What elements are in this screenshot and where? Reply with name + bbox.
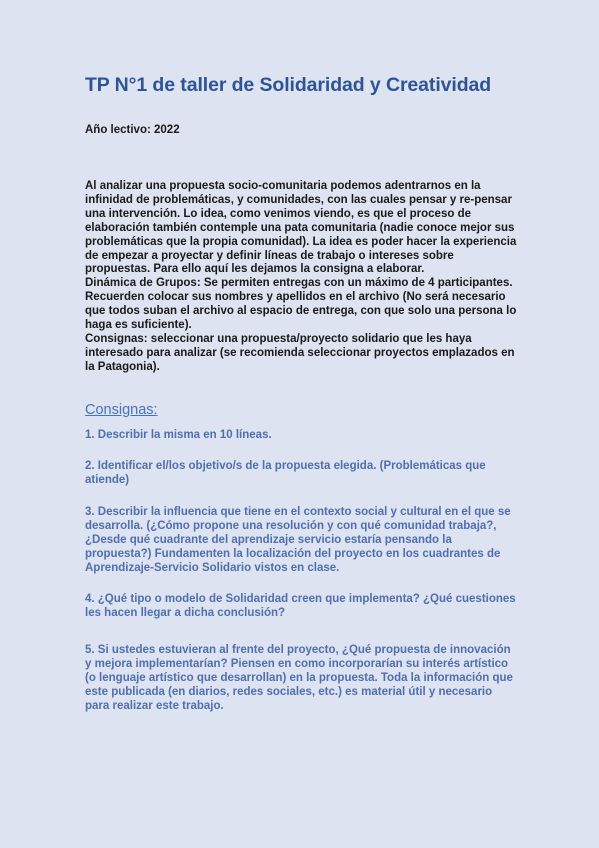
question-5: 5. Si ustedes estuvieran al frente del proyecto, ¿Qué propuesta de innovación y mejora implementarían? Piensen en como incorporarían su interés artístico (o lenguaje artístico que desarrollan) en la propuesta. Toda la información que este publicada (en diarios, redes sociales, etc.) es material útil y necesario para realizar este trabajo. [85,644,513,712]
consignas-heading: Consignas: [85,402,158,418]
school-year: Año lectivo: 2022 [85,124,180,136]
question-2: 2. Identificar el/los objetivo/s de la propuesta elegida. (Problemáticas que atiende) [85,460,486,486]
intro-block [85,180,517,375]
question-4: 4. ¿Qué tipo o modelo de Solidaridad creen que implementa? ¿Qué cuestiones les hacen llegar a dicha conclusión? [85,593,516,619]
intro-paragraph: Al analizar una propuesta socio-comunitaria podemos adentrarnos en la infinidad de problemáticas, y comunidades, con las cuales pensar y re-pensar una intervención. Lo idea, como venimos viendo, es que el proceso de elaboración también contemple una pata comunitaria (nadie conoce mejor sus problemáticas que la propia comunidad). La idea es poder hacer la experiencia de empezar a proyectar y definir líneas de trabajo o intereses sobre propuestas. Para ello aquí les dejamos la consigna a elaborar. [85,180,517,276]
question-1: 1. Describir la misma en 10 líneas. [85,429,272,441]
group-dynamics-paragraph: Dinámica de Grupos: Se permiten entregas con un máximo de 4 participantes. Recuerden colocar sus nombres y apellidos en el archivo (No será necesario que todos suban el archivo al espacio de entrega, con que solo una persona lo haga es suficiente). [85,277,517,332]
instructions-paragraph: Consignas: seleccionar una propuesta/proyecto solidario que les haya interesado para analizar (se recomienda seleccionar proyectos emplazados en la Patagonia). [85,332,515,373]
question-3: 3. Describir la influencia que tiene en el contexto social y cultural en el que se desarrolla. (¿Cómo propone una resolución y con qué comunidad trabaja?, ¿Desde qué cuadrante del aprendizaje servicio estaría pensando la propuesta?) Fundamenten la localización del proyecto en los cuadrantes de Aprendizaje-Servicio Solidario vistos en clase. [85,506,511,574]
document-title: TP N°1 de taller de Solidaridad y Creatividad [85,74,492,96]
